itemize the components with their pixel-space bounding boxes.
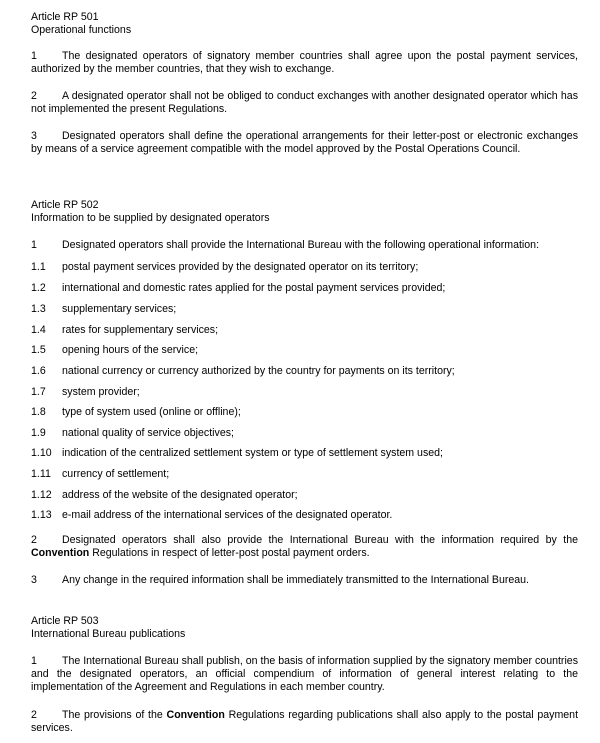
list-item-number: 1.11: [31, 468, 51, 480]
list-item-number: 1.2: [31, 282, 46, 294]
paragraph-text: The designated operators of signatory member countries shall agree upon the postal payment services, authorized by the member countries, that they wish to exchange.: [31, 50, 578, 75]
paragraph: [31, 50, 578, 76]
article-subtitle: Operational functions: [31, 24, 132, 36]
paragraph-number: 1: [31, 655, 37, 667]
bold-term: Convention: [31, 547, 90, 559]
list-item-number: 1.7: [31, 386, 46, 398]
list-item-text: system provider;: [62, 386, 140, 398]
paragraph-text: Any change in the required information shall be immediately transmitted to the International Bureau.: [62, 574, 529, 586]
paragraph-text: Designated operators shall define the operational arrangements for their letter-post or electronic exchanges by means of a service agreement compatible with the model approved by the Postal Operations Council.: [31, 130, 578, 155]
article-heading: Article RP 503: [31, 615, 99, 627]
list-item-number: 1.9: [31, 427, 46, 439]
list-item-number: 1.10: [31, 447, 52, 459]
paragraph-text: Designated operators shall also provide the International Bureau with the information required by the: [62, 534, 578, 546]
paragraph-text: The International Bureau shall publish, on the basis of information supplied by the signatory member countries and the designated operators, an official compendium of information of general interest relating to the implementation of the Agreement and Regulations in each member country.: [31, 655, 578, 693]
paragraph-number: 1: [31, 239, 37, 251]
list-item-text: national quality of service objectives;: [62, 427, 234, 439]
list-item-text: rates for supplementary services;: [62, 324, 219, 336]
list-item-number: 1.3: [31, 303, 46, 315]
paragraph-text: The provisions of the: [62, 709, 163, 721]
paragraph-number: 1: [31, 50, 37, 62]
paragraph-number: 3: [31, 574, 37, 586]
paragraph-number: 3: [31, 130, 37, 142]
list-item-text: postal payment services provided by the designated operator on its territory;: [62, 261, 419, 273]
article-heading: Article RP 501: [31, 11, 99, 23]
list-item-text: indication of the centralized settlement system or type of settlement system used;: [62, 447, 443, 459]
list-item-text: national currency or currency authorized by the country for payments on its territory;: [62, 365, 455, 377]
article-subtitle: International Bureau publications: [31, 628, 186, 640]
paragraph-number: 2: [31, 709, 37, 721]
paragraph: [31, 90, 578, 116]
list-item-text: address of the website of the designated operator;: [62, 489, 298, 501]
list-item-number: 1.12: [31, 489, 52, 501]
list-item-number: 1.6: [31, 365, 46, 377]
paragraph: [31, 130, 578, 156]
list-item-number: 1.5: [31, 344, 46, 356]
article-subtitle: Information to be supplied by designated operators: [31, 212, 270, 224]
paragraph: [31, 534, 578, 560]
list-item-text: currency of settlement;: [62, 468, 170, 480]
list-item-number: 1.13: [31, 509, 52, 521]
paragraph-number: 2: [31, 534, 37, 546]
list-item-text: international and domestic rates applied for the postal payment services provided;: [62, 282, 446, 294]
paragraph-text: Regulations in respect of letter-post postal payment orders.: [92, 547, 370, 559]
paragraph-text: Designated operators shall provide the International Bureau with the following operational information:: [62, 239, 540, 251]
article-heading: Article RP 502: [31, 199, 99, 211]
list-item-number: 1.8: [31, 406, 46, 418]
paragraph: [31, 709, 578, 735]
list-item-text: type of system used (online or offline);: [62, 406, 241, 418]
bold-term: Convention: [166, 709, 225, 721]
list-item-text: opening hours of the service;: [62, 344, 199, 356]
paragraph-text: A designated operator shall not be obliged to conduct exchanges with another designated operator which has not implemented the present Regulations.: [31, 90, 578, 115]
paragraph-text: Regulations regarding publications shall also apply to the postal payment services.: [31, 709, 579, 734]
paragraph: [31, 655, 578, 694]
list-item-text: supplementary services;: [62, 303, 177, 315]
list-item-number: 1.1: [31, 261, 46, 273]
list-item-number: 1.4: [31, 324, 46, 336]
list-item-text: e-mail address of the international services of the designated operator.: [62, 509, 393, 521]
paragraph-number: 2: [31, 90, 37, 102]
